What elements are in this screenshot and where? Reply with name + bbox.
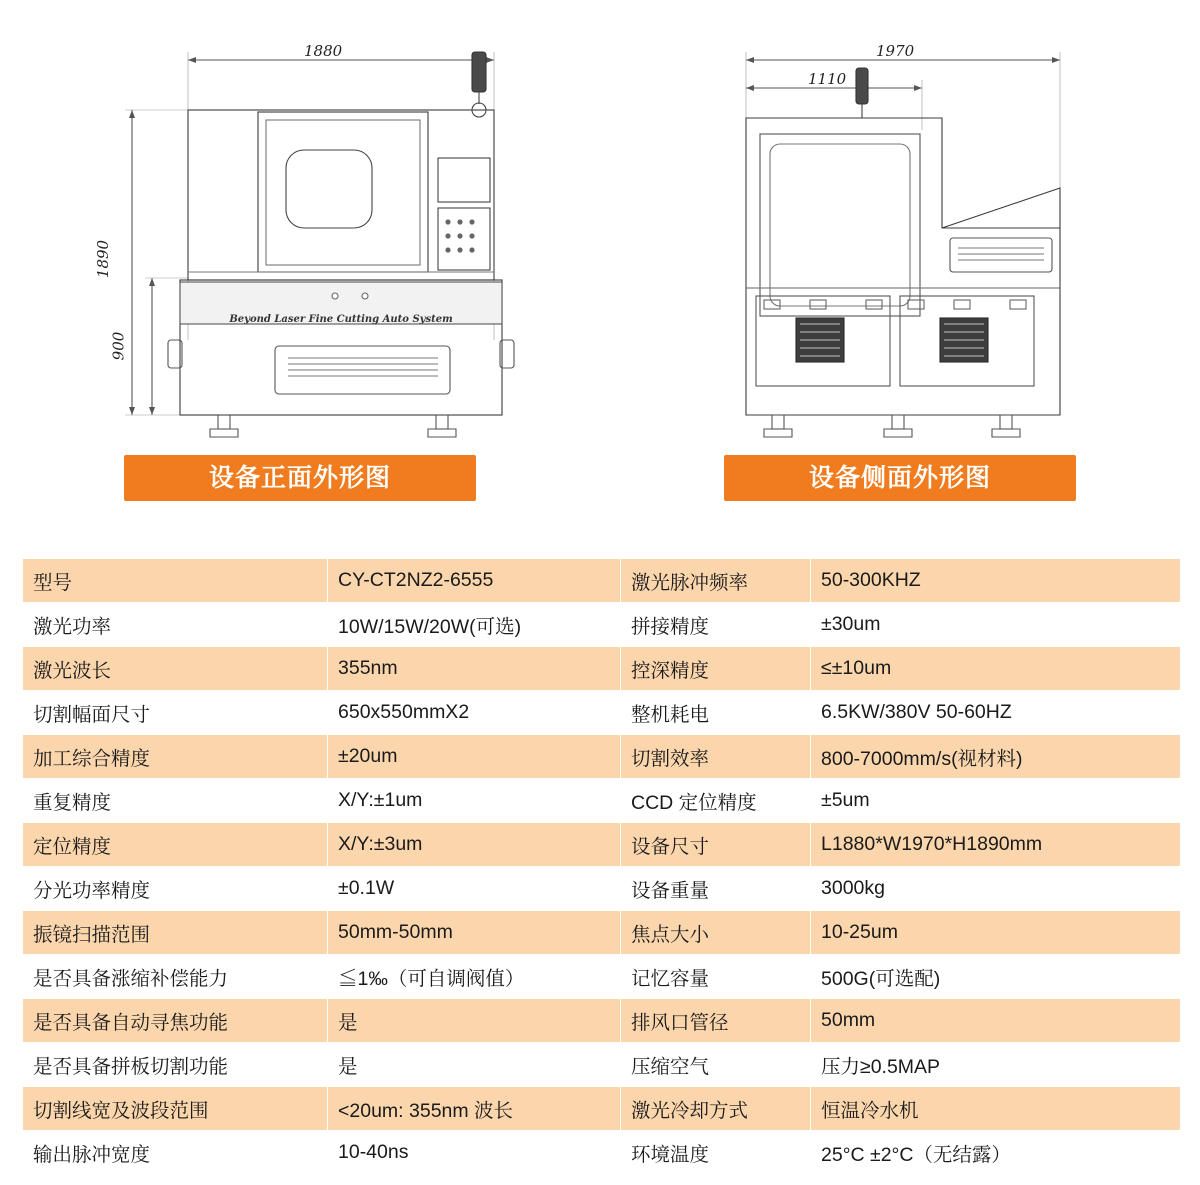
spec-value-left: X/Y:±1um: [328, 779, 621, 823]
front-total-height-dim: 1890: [94, 239, 113, 279]
table-row: [23, 999, 1181, 1043]
spec-value-left: 650x550mmX2: [328, 691, 621, 735]
spec-value-left: 355nm: [328, 647, 621, 691]
captions-row: [0, 455, 1200, 525]
machine-brand-text: Beyond Laser Fine Cutting Auto System: [229, 314, 453, 325]
spec-value-right: L1880*W1970*H1890mm: [811, 823, 1181, 867]
spec-key-right: 焦点大小: [621, 911, 811, 955]
spec-value-right: 50-300KHZ: [811, 559, 1181, 603]
spec-value-right: 恒温冷水机: [811, 1087, 1181, 1131]
spec-key-left: 振镜扫描范围: [23, 911, 328, 955]
table-row: [23, 603, 1181, 647]
spec-table: [22, 558, 1181, 1175]
spec-key-left: 激光波长: [23, 647, 328, 691]
spec-value-right: ±30um: [811, 603, 1181, 647]
spec-key-right: 整机耗电: [621, 691, 811, 735]
table-row: [23, 823, 1181, 867]
spec-value-right: 800-7000mm/s(视材料): [811, 735, 1181, 779]
table-row: [23, 867, 1181, 911]
spec-key-left: 切割幅面尺寸: [23, 691, 328, 735]
spec-key-right: 排风口管径: [621, 999, 811, 1043]
spec-value-left: 是: [328, 1043, 621, 1087]
table-row: [23, 1043, 1181, 1087]
side-total-width-dim: 1970: [876, 42, 915, 60]
drawings-section: [0, 0, 1200, 455]
spec-key-right: 激光冷却方式: [621, 1087, 811, 1131]
spec-value-left: X/Y:±3um: [328, 823, 621, 867]
spec-key-left: 是否具备自动寻焦功能: [23, 999, 328, 1043]
spec-value-left: <20um: 355nm 波长: [328, 1087, 621, 1131]
front-base-height-dim: 900: [109, 331, 128, 361]
table-row: [23, 1131, 1181, 1175]
table-row: [23, 779, 1181, 823]
side-view-caption: 设备侧面外形图: [724, 455, 1076, 501]
spec-value-right: 10-25um: [811, 911, 1181, 955]
spec-value-left: 是: [328, 999, 621, 1043]
table-row: [23, 911, 1181, 955]
side-view-svg: [660, 0, 1130, 455]
spec-value-left: ≦1‰（可自调阀值）: [328, 955, 621, 999]
spec-value-left: 10-40ns: [328, 1131, 621, 1175]
spec-key-right: 激光脉冲频率: [621, 559, 811, 603]
spec-value-left: ±0.1W: [328, 867, 621, 911]
table-row: [23, 1087, 1181, 1131]
spec-value-right: 25°C ±2°C（无结露）: [811, 1131, 1181, 1175]
side-view-drawing: [660, 0, 1130, 455]
table-row: [23, 955, 1181, 999]
spec-key-right: 设备重量: [621, 867, 811, 911]
side-inner-width-dim: 1110: [808, 70, 847, 88]
spec-value-right: 3000kg: [811, 867, 1181, 911]
spec-value-right: 6.5KW/380V 50-60HZ: [811, 691, 1181, 735]
spec-key-right: 控深精度: [621, 647, 811, 691]
spec-key-left: 输出脉冲宽度: [23, 1131, 328, 1175]
spec-key-right: 拼接精度: [621, 603, 811, 647]
spec-value-left: 10W/15W/20W(可选): [328, 603, 621, 647]
spec-key-left: 加工综合精度: [23, 735, 328, 779]
spec-key-left: 重复精度: [23, 779, 328, 823]
spec-table-wrap: [22, 558, 1180, 1175]
table-row: [23, 691, 1181, 735]
spec-value-right: 50mm: [811, 999, 1181, 1043]
spec-key-left: 激光功率: [23, 603, 328, 647]
spec-key-left: 是否具备拼板切割功能: [23, 1043, 328, 1087]
front-view-drawing: [90, 0, 560, 455]
spec-key-right: 切割效率: [621, 735, 811, 779]
front-width-dim: 1880: [304, 42, 343, 60]
front-view-caption: 设备正面外形图: [124, 455, 476, 501]
spec-key-left: 型号: [23, 559, 328, 603]
spec-value-left: ±20um: [328, 735, 621, 779]
spec-key-left: 是否具备涨缩补偿能力: [23, 955, 328, 999]
spec-value-left: 50mm-50mm: [328, 911, 621, 955]
spec-value-right: ±5um: [811, 779, 1181, 823]
spec-value-right: 500G(可选配): [811, 955, 1181, 999]
spec-value-right: 压力≥0.5MAP: [811, 1043, 1181, 1087]
table-row: [23, 647, 1181, 691]
front-view-svg: [90, 0, 560, 455]
spec-value-left: CY-CT2NZ2-6555: [328, 559, 621, 603]
table-row: [23, 559, 1181, 603]
spec-key-left: 切割线宽及波段范围: [23, 1087, 328, 1131]
spec-key-right: 环境温度: [621, 1131, 811, 1175]
spec-key-left: 分光功率精度: [23, 867, 328, 911]
spec-key-left: 定位精度: [23, 823, 328, 867]
spec-key-right: CCD 定位精度: [621, 779, 811, 823]
table-row: [23, 735, 1181, 779]
spec-key-right: 压缩空气: [621, 1043, 811, 1087]
spec-key-right: 设备尺寸: [621, 823, 811, 867]
spec-key-right: 记忆容量: [621, 955, 811, 999]
spec-value-right: ≤±10um: [811, 647, 1181, 691]
